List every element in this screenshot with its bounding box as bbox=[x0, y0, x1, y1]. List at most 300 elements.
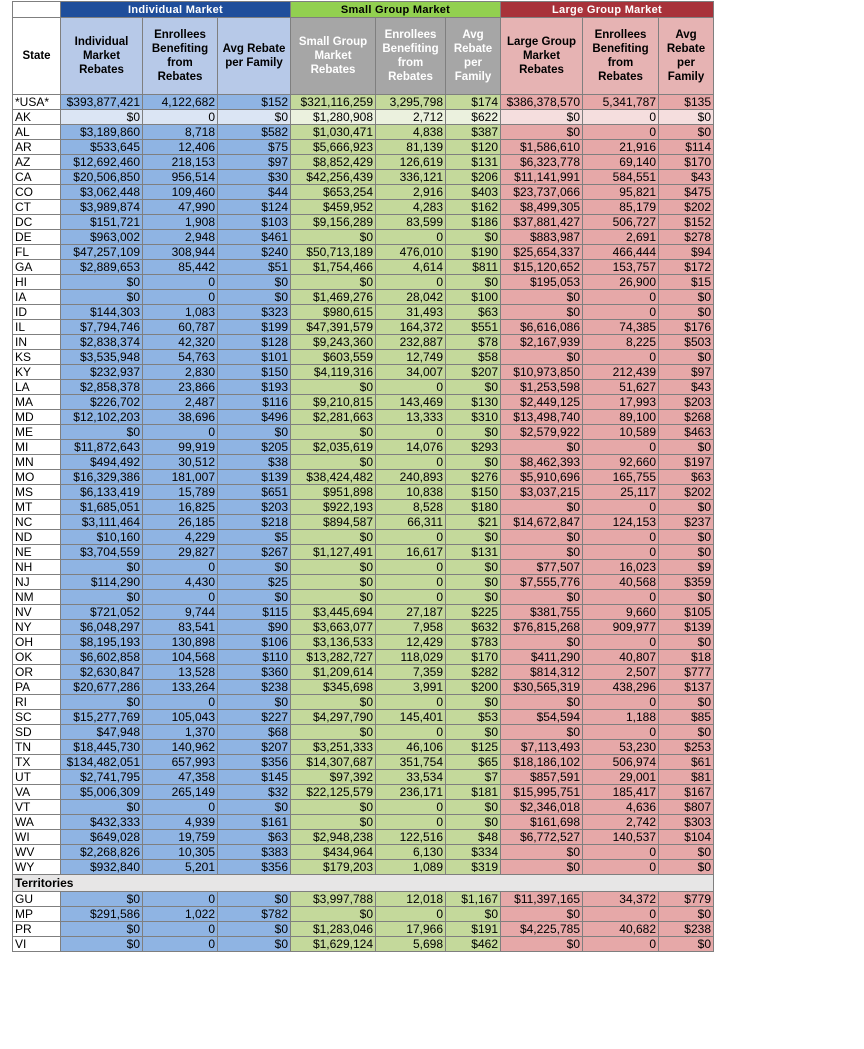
large-group-enrollees-cell: 140,537 bbox=[583, 830, 659, 845]
small-group-enrollees-cell: 4,614 bbox=[376, 260, 446, 275]
individual-enrollees-cell: 2,487 bbox=[143, 395, 218, 410]
state-cell: MO bbox=[13, 470, 61, 485]
large-group-avg-rebate-cell: $18 bbox=[659, 650, 714, 665]
table-row bbox=[13, 740, 714, 755]
small-group-avg-rebate-cell: $130 bbox=[446, 395, 501, 410]
individual-avg-rebate-cell: $128 bbox=[218, 335, 291, 350]
individual-avg-rebate-cell: $0 bbox=[218, 425, 291, 440]
state-cell: UT bbox=[13, 770, 61, 785]
large-group-rebates-cell: $2,579,922 bbox=[501, 425, 583, 440]
large-group-enrollees-cell: 21,916 bbox=[583, 140, 659, 155]
table-row bbox=[13, 860, 714, 875]
individual-rebates-cell: $2,741,795 bbox=[61, 770, 143, 785]
small-group-rebates-column-header: Small Group Market Rebates bbox=[291, 18, 376, 95]
large-group-rebates-cell: $77,507 bbox=[501, 560, 583, 575]
large-group-enrollees-cell: 0 bbox=[583, 907, 659, 922]
large-group-avg-rebate-cell: $0 bbox=[659, 290, 714, 305]
small-group-rebates-cell: $47,391,579 bbox=[291, 320, 376, 335]
small-group-rebates-cell: $9,243,360 bbox=[291, 335, 376, 350]
large-group-avg-rebate-cell: $0 bbox=[659, 590, 714, 605]
large-group-enrollees-cell: 2,507 bbox=[583, 665, 659, 680]
large-group-rebates-cell: $15,995,751 bbox=[501, 785, 583, 800]
individual-rebates-cell: $11,872,643 bbox=[61, 440, 143, 455]
large-group-avg-rebate-cell: $0 bbox=[659, 635, 714, 650]
large-group-enrollees-cell: 40,807 bbox=[583, 650, 659, 665]
state-cell: MS bbox=[13, 485, 61, 500]
large-group-avg-rebate-cell: $139 bbox=[659, 620, 714, 635]
large-group-enrollees-cell: 506,974 bbox=[583, 755, 659, 770]
small-group-enrollees-cell: 10,838 bbox=[376, 485, 446, 500]
individual-enrollees-cell: 0 bbox=[143, 937, 218, 952]
small-group-avg-rebate-cell: $207 bbox=[446, 365, 501, 380]
small-group-avg-rebate-cell: $276 bbox=[446, 470, 501, 485]
state-cell: HI bbox=[13, 275, 61, 290]
small-group-enrollees-cell: 6,130 bbox=[376, 845, 446, 860]
small-group-enrollees-cell: 3,295,798 bbox=[376, 95, 446, 110]
small-group-rebates-cell: $0 bbox=[291, 725, 376, 740]
individual-avg-rebate-cell: $5 bbox=[218, 530, 291, 545]
large-group-enrollees-cell: 0 bbox=[583, 305, 659, 320]
small-group-market-group-header: Small Group Market bbox=[291, 2, 501, 18]
table-row bbox=[13, 892, 714, 907]
large-group-avg-rebate-cell: $203 bbox=[659, 395, 714, 410]
individual-rebates-cell: $533,645 bbox=[61, 140, 143, 155]
large-group-enrollees-cell: 4,636 bbox=[583, 800, 659, 815]
individual-avg-rebate-cell: $0 bbox=[218, 695, 291, 710]
small-group-avg-rebate-cell: $180 bbox=[446, 500, 501, 515]
small-group-enrollees-cell: 12,429 bbox=[376, 635, 446, 650]
table-row bbox=[13, 290, 714, 305]
small-group-avg-rebate-cell: $0 bbox=[446, 560, 501, 575]
individual-enrollees-cell: 26,185 bbox=[143, 515, 218, 530]
individual-enrollees-cell: 47,990 bbox=[143, 200, 218, 215]
state-cell: GU bbox=[13, 892, 61, 907]
small-group-enrollees-cell: 17,966 bbox=[376, 922, 446, 937]
large-group-avg-rebate-cell: $137 bbox=[659, 680, 714, 695]
large-group-avg-rebate-cell: $0 bbox=[659, 350, 714, 365]
state-cell: MN bbox=[13, 455, 61, 470]
individual-enrollees-cell: 2,948 bbox=[143, 230, 218, 245]
small-group-avg-rebate-cell: $191 bbox=[446, 922, 501, 937]
table-row bbox=[13, 937, 714, 952]
small-group-enrollees-cell: 13,333 bbox=[376, 410, 446, 425]
large-group-enrollees-cell: 0 bbox=[583, 845, 659, 860]
individual-rebates-cell: $12,692,460 bbox=[61, 155, 143, 170]
individual-avg-rebate-cell: $199 bbox=[218, 320, 291, 335]
small-group-avg-rebate-cell: $65 bbox=[446, 755, 501, 770]
small-group-rebates-cell: $179,203 bbox=[291, 860, 376, 875]
small-group-enrollees-cell: 3,991 bbox=[376, 680, 446, 695]
individual-avg-rebate-cell: $267 bbox=[218, 545, 291, 560]
individual-rebates-cell: $0 bbox=[61, 892, 143, 907]
individual-enrollees-cell: 99,919 bbox=[143, 440, 218, 455]
small-group-rebates-cell: $3,445,694 bbox=[291, 605, 376, 620]
large-group-avg-rebate-cell: $197 bbox=[659, 455, 714, 470]
state-cell: NY bbox=[13, 620, 61, 635]
small-group-avg-rebate-cell: $0 bbox=[446, 455, 501, 470]
individual-rebates-cell: $0 bbox=[61, 290, 143, 305]
individual-avg-rebate-cell: $115 bbox=[218, 605, 291, 620]
large-group-rebates-cell: $1,586,610 bbox=[501, 140, 583, 155]
individual-rebates-cell: $12,102,203 bbox=[61, 410, 143, 425]
individual-enrollees-cell: 15,789 bbox=[143, 485, 218, 500]
large-group-avg-rebate-cell: $0 bbox=[659, 440, 714, 455]
small-group-avg-rebate-cell: $174 bbox=[446, 95, 501, 110]
individual-enrollees-cell: 657,993 bbox=[143, 755, 218, 770]
small-group-rebates-cell: $1,030,471 bbox=[291, 125, 376, 140]
individual-rebates-cell: $2,889,653 bbox=[61, 260, 143, 275]
individual-enrollees-cell: 23,866 bbox=[143, 380, 218, 395]
large-group-rebates-cell: $381,755 bbox=[501, 605, 583, 620]
small-group-rebates-cell: $0 bbox=[291, 230, 376, 245]
individual-enrollees-cell: 109,460 bbox=[143, 185, 218, 200]
table-row bbox=[13, 710, 714, 725]
state-cell: WI bbox=[13, 830, 61, 845]
small-group-rebates-cell: $3,663,077 bbox=[291, 620, 376, 635]
small-group-rebates-cell: $1,629,124 bbox=[291, 937, 376, 952]
individual-enrollees-cell: 4,939 bbox=[143, 815, 218, 830]
state-cell: ID bbox=[13, 305, 61, 320]
large-group-avg-rebate-cell: $85 bbox=[659, 710, 714, 725]
small-group-enrollees-cell: 336,121 bbox=[376, 170, 446, 185]
small-group-avg-rebate-cell: $78 bbox=[446, 335, 501, 350]
small-group-rebates-cell: $0 bbox=[291, 380, 376, 395]
large-group-enrollees-cell: 909,977 bbox=[583, 620, 659, 635]
small-group-rebates-cell: $2,948,238 bbox=[291, 830, 376, 845]
large-group-rebates-cell: $0 bbox=[501, 590, 583, 605]
individual-rebates-cell: $10,160 bbox=[61, 530, 143, 545]
small-group-enrollees-cell: 1,089 bbox=[376, 860, 446, 875]
market-group-header-row bbox=[13, 2, 714, 18]
small-group-rebates-cell: $0 bbox=[291, 275, 376, 290]
small-group-avg-rebate-cell: $310 bbox=[446, 410, 501, 425]
individual-avg-rebate-cell: $582 bbox=[218, 125, 291, 140]
small-group-enrollees-cell: 0 bbox=[376, 590, 446, 605]
small-group-avg-rebate-cell: $53 bbox=[446, 710, 501, 725]
large-group-rebates-cell: $0 bbox=[501, 937, 583, 952]
individual-rebates-cell: $721,052 bbox=[61, 605, 143, 620]
individual-avg-rebate-cell: $90 bbox=[218, 620, 291, 635]
state-cell: NJ bbox=[13, 575, 61, 590]
large-group-rebates-cell: $0 bbox=[501, 635, 583, 650]
small-group-enrollees-cell: 12,018 bbox=[376, 892, 446, 907]
large-group-avg-rebate-cell: $268 bbox=[659, 410, 714, 425]
small-group-rebates-cell: $5,666,923 bbox=[291, 140, 376, 155]
large-group-rebates-cell: $8,462,393 bbox=[501, 455, 583, 470]
individual-enrollees-column-header: Enrollees Benefiting from Rebates bbox=[143, 18, 218, 95]
small-group-enrollees-cell: 0 bbox=[376, 230, 446, 245]
large-group-avg-rebate-cell: $0 bbox=[659, 125, 714, 140]
small-group-avg-rebate-cell: $1,167 bbox=[446, 892, 501, 907]
small-group-rebates-cell: $0 bbox=[291, 695, 376, 710]
individual-avg-rebate-cell: $103 bbox=[218, 215, 291, 230]
individual-avg-rebate-cell: $203 bbox=[218, 500, 291, 515]
large-group-avg-rebate-cell: $0 bbox=[659, 530, 714, 545]
individual-rebates-cell: $3,989,874 bbox=[61, 200, 143, 215]
state-cell: NM bbox=[13, 590, 61, 605]
large-group-avg-rebate-cell: $0 bbox=[659, 845, 714, 860]
state-cell: OH bbox=[13, 635, 61, 650]
individual-avg-rebate-cell: $97 bbox=[218, 155, 291, 170]
large-group-enrollees-cell: 153,757 bbox=[583, 260, 659, 275]
individual-rebates-cell: $5,006,309 bbox=[61, 785, 143, 800]
small-group-enrollees-cell: 2,712 bbox=[376, 110, 446, 125]
table-row bbox=[13, 185, 714, 200]
large-group-enrollees-cell: 0 bbox=[583, 860, 659, 875]
large-group-rebates-cell: $14,672,847 bbox=[501, 515, 583, 530]
large-group-enrollees-cell: 34,372 bbox=[583, 892, 659, 907]
large-group-enrollees-cell: 0 bbox=[583, 695, 659, 710]
small-group-avg-rebate-cell: $282 bbox=[446, 665, 501, 680]
large-group-rebates-cell: $0 bbox=[501, 500, 583, 515]
state-cell: TN bbox=[13, 740, 61, 755]
individual-avg-rebate-cell: $356 bbox=[218, 860, 291, 875]
individual-enrollees-cell: 1,908 bbox=[143, 215, 218, 230]
large-group-rebates-cell: $3,037,215 bbox=[501, 485, 583, 500]
large-group-avg-rebate-cell: $0 bbox=[659, 907, 714, 922]
large-group-enrollees-cell: 26,900 bbox=[583, 275, 659, 290]
large-group-rebates-cell: $0 bbox=[501, 545, 583, 560]
large-group-enrollees-cell: 0 bbox=[583, 725, 659, 740]
table-row bbox=[13, 440, 714, 455]
small-group-rebates-cell: $2,035,619 bbox=[291, 440, 376, 455]
small-group-enrollees-cell: 143,469 bbox=[376, 395, 446, 410]
individual-avg-rebate-cell: $383 bbox=[218, 845, 291, 860]
table-row bbox=[13, 575, 714, 590]
small-group-rebates-cell: $50,713,189 bbox=[291, 245, 376, 260]
large-group-avg-rebate-cell: $63 bbox=[659, 470, 714, 485]
large-group-enrollees-cell: 69,140 bbox=[583, 155, 659, 170]
individual-rebates-cell: $1,685,051 bbox=[61, 500, 143, 515]
state-cell: SC bbox=[13, 710, 61, 725]
small-group-avg-rebate-cell: $200 bbox=[446, 680, 501, 695]
large-group-avg-rebate-cell: $104 bbox=[659, 830, 714, 845]
individual-enrollees-cell: 0 bbox=[143, 590, 218, 605]
table-row bbox=[13, 200, 714, 215]
individual-rebates-cell: $16,329,386 bbox=[61, 470, 143, 485]
table-row bbox=[13, 620, 714, 635]
individual-avg-rebate-column-header: Avg Rebate per Family bbox=[218, 18, 291, 95]
table-row bbox=[13, 515, 714, 530]
table-row bbox=[13, 815, 714, 830]
individual-rebates-cell: $393,877,421 bbox=[61, 95, 143, 110]
state-cell: IA bbox=[13, 290, 61, 305]
individual-rebates-cell: $2,858,378 bbox=[61, 380, 143, 395]
small-group-avg-rebate-cell: $7 bbox=[446, 770, 501, 785]
large-group-rebates-cell: $8,499,305 bbox=[501, 200, 583, 215]
large-group-avg-rebate-cell: $0 bbox=[659, 110, 714, 125]
large-group-rebates-cell: $6,616,086 bbox=[501, 320, 583, 335]
large-group-avg-rebate-cell: $0 bbox=[659, 937, 714, 952]
individual-enrollees-cell: 956,514 bbox=[143, 170, 218, 185]
individual-enrollees-cell: 0 bbox=[143, 275, 218, 290]
individual-rebates-column-header: Individual Market Rebates bbox=[61, 18, 143, 95]
state-cell: WA bbox=[13, 815, 61, 830]
individual-rebates-cell: $494,492 bbox=[61, 455, 143, 470]
individual-enrollees-cell: 5,201 bbox=[143, 860, 218, 875]
state-cell: FL bbox=[13, 245, 61, 260]
table-row bbox=[13, 305, 714, 320]
individual-avg-rebate-cell: $150 bbox=[218, 365, 291, 380]
individual-enrollees-cell: 47,358 bbox=[143, 770, 218, 785]
small-group-avg-rebate-cell: $811 bbox=[446, 260, 501, 275]
large-group-avg-rebate-cell: $253 bbox=[659, 740, 714, 755]
large-group-rebates-cell: $13,498,740 bbox=[501, 410, 583, 425]
table-row bbox=[13, 830, 714, 845]
state-cell: DC bbox=[13, 215, 61, 230]
individual-avg-rebate-cell: $110 bbox=[218, 650, 291, 665]
state-cell: MA bbox=[13, 395, 61, 410]
individual-enrollees-cell: 181,007 bbox=[143, 470, 218, 485]
small-group-rebates-cell: $0 bbox=[291, 530, 376, 545]
small-group-avg-rebate-cell: $181 bbox=[446, 785, 501, 800]
small-group-avg-rebate-cell: $0 bbox=[446, 275, 501, 290]
large-group-enrollees-cell: 29,001 bbox=[583, 770, 659, 785]
large-group-rebates-cell: $1,253,598 bbox=[501, 380, 583, 395]
individual-enrollees-cell: 2,830 bbox=[143, 365, 218, 380]
individual-rebates-cell: $47,257,109 bbox=[61, 245, 143, 260]
large-group-rebates-cell: $161,698 bbox=[501, 815, 583, 830]
individual-rebates-cell: $0 bbox=[61, 937, 143, 952]
large-group-enrollees-cell: 506,727 bbox=[583, 215, 659, 230]
small-group-rebates-cell: $14,307,687 bbox=[291, 755, 376, 770]
individual-rebates-cell: $20,506,850 bbox=[61, 170, 143, 185]
small-group-rebates-cell: $9,210,815 bbox=[291, 395, 376, 410]
state-cell: RI bbox=[13, 695, 61, 710]
individual-rebates-cell: $3,062,448 bbox=[61, 185, 143, 200]
state-cell: WY bbox=[13, 860, 61, 875]
large-group-enrollees-cell: 0 bbox=[583, 440, 659, 455]
small-group-enrollees-cell: 0 bbox=[376, 560, 446, 575]
large-group-avg-rebate-cell: $0 bbox=[659, 305, 714, 320]
rebates-table bbox=[12, 1, 714, 952]
large-group-avg-rebate-cell: $503 bbox=[659, 335, 714, 350]
individual-avg-rebate-cell: $0 bbox=[218, 922, 291, 937]
large-group-market-group-header: Large Group Market bbox=[501, 2, 714, 18]
large-group-enrollees-cell: 124,153 bbox=[583, 515, 659, 530]
individual-avg-rebate-cell: $30 bbox=[218, 170, 291, 185]
small-group-enrollees-cell: 118,029 bbox=[376, 650, 446, 665]
large-group-enrollees-cell: 95,821 bbox=[583, 185, 659, 200]
small-group-avg-rebate-cell: $48 bbox=[446, 830, 501, 845]
small-group-enrollees-cell: 34,007 bbox=[376, 365, 446, 380]
small-group-rebates-cell: $9,156,289 bbox=[291, 215, 376, 230]
individual-enrollees-cell: 4,430 bbox=[143, 575, 218, 590]
territories-body bbox=[13, 875, 714, 952]
individual-enrollees-cell: 60,787 bbox=[143, 320, 218, 335]
large-group-enrollees-cell: 8,225 bbox=[583, 335, 659, 350]
individual-avg-rebate-cell: $0 bbox=[218, 892, 291, 907]
small-group-enrollees-cell: 31,493 bbox=[376, 305, 446, 320]
state-cell: VT bbox=[13, 800, 61, 815]
table-row bbox=[13, 110, 714, 125]
individual-avg-rebate-cell: $218 bbox=[218, 515, 291, 530]
small-group-avg-rebate-cell: $0 bbox=[446, 530, 501, 545]
table-row bbox=[13, 605, 714, 620]
individual-avg-rebate-cell: $205 bbox=[218, 440, 291, 455]
large-group-avg-rebate-cell: $43 bbox=[659, 380, 714, 395]
small-group-rebates-cell: $97,392 bbox=[291, 770, 376, 785]
large-group-rebates-cell: $15,120,652 bbox=[501, 260, 583, 275]
small-group-enrollees-cell: 0 bbox=[376, 530, 446, 545]
state-cell: NH bbox=[13, 560, 61, 575]
state-cell: MP bbox=[13, 907, 61, 922]
individual-enrollees-cell: 12,406 bbox=[143, 140, 218, 155]
large-group-rebates-cell: $411,290 bbox=[501, 650, 583, 665]
large-group-rebates-cell: $18,186,102 bbox=[501, 755, 583, 770]
individual-avg-rebate-cell: $0 bbox=[218, 275, 291, 290]
individual-avg-rebate-cell: $75 bbox=[218, 140, 291, 155]
large-group-rebates-cell: $6,772,527 bbox=[501, 830, 583, 845]
large-group-rebates-cell: $0 bbox=[501, 695, 583, 710]
state-cell: SD bbox=[13, 725, 61, 740]
table-row bbox=[13, 907, 714, 922]
large-group-avg-rebate-cell: $135 bbox=[659, 95, 714, 110]
individual-enrollees-cell: 0 bbox=[143, 110, 218, 125]
large-group-avg-rebate-cell: $359 bbox=[659, 575, 714, 590]
individual-rebates-cell: $0 bbox=[61, 560, 143, 575]
table-row bbox=[13, 695, 714, 710]
individual-rebates-cell: $2,838,374 bbox=[61, 335, 143, 350]
small-group-rebates-cell: $0 bbox=[291, 800, 376, 815]
small-group-rebates-cell: $0 bbox=[291, 425, 376, 440]
small-group-avg-rebate-cell: $293 bbox=[446, 440, 501, 455]
individual-enrollees-cell: 265,149 bbox=[143, 785, 218, 800]
small-group-rebates-cell: $653,254 bbox=[291, 185, 376, 200]
large-group-avg-rebate-cell: $475 bbox=[659, 185, 714, 200]
small-group-avg-rebate-cell: $403 bbox=[446, 185, 501, 200]
small-group-enrollees-cell: 7,958 bbox=[376, 620, 446, 635]
large-group-rebates-cell: $5,910,696 bbox=[501, 470, 583, 485]
individual-rebates-cell: $6,048,297 bbox=[61, 620, 143, 635]
individual-enrollees-cell: 105,043 bbox=[143, 710, 218, 725]
large-group-avg-rebate-cell: $238 bbox=[659, 922, 714, 937]
individual-market-group-header: Individual Market bbox=[61, 2, 291, 18]
individual-enrollees-cell: 308,944 bbox=[143, 245, 218, 260]
individual-enrollees-cell: 0 bbox=[143, 892, 218, 907]
large-group-rebates-column-header: Large Group Market Rebates bbox=[501, 18, 583, 95]
small-group-rebates-cell: $0 bbox=[291, 815, 376, 830]
small-group-enrollees-cell: 0 bbox=[376, 725, 446, 740]
large-group-rebates-cell: $0 bbox=[501, 440, 583, 455]
state-cell: KY bbox=[13, 365, 61, 380]
individual-enrollees-cell: 104,568 bbox=[143, 650, 218, 665]
table-row bbox=[13, 335, 714, 350]
large-group-avg-rebate-cell: $278 bbox=[659, 230, 714, 245]
table-row bbox=[13, 140, 714, 155]
table-row bbox=[13, 410, 714, 425]
individual-avg-rebate-cell: $227 bbox=[218, 710, 291, 725]
large-group-enrollees-column-header: Enrollees Benefiting from Rebates bbox=[583, 18, 659, 95]
individual-enrollees-cell: 0 bbox=[143, 560, 218, 575]
large-group-avg-rebate-cell: $202 bbox=[659, 485, 714, 500]
large-group-enrollees-cell: 85,179 bbox=[583, 200, 659, 215]
large-group-enrollees-cell: 466,444 bbox=[583, 245, 659, 260]
individual-rebates-cell: $6,133,419 bbox=[61, 485, 143, 500]
individual-rebates-cell: $2,268,826 bbox=[61, 845, 143, 860]
small-group-avg-rebate-cell: $186 bbox=[446, 215, 501, 230]
small-group-avg-rebate-cell: $334 bbox=[446, 845, 501, 860]
small-group-rebates-cell: $321,116,259 bbox=[291, 95, 376, 110]
large-group-rebates-cell: $11,141,991 bbox=[501, 170, 583, 185]
small-group-rebates-cell: $0 bbox=[291, 590, 376, 605]
small-group-avg-rebate-cell: $63 bbox=[446, 305, 501, 320]
small-group-avg-rebate-cell: $622 bbox=[446, 110, 501, 125]
large-group-rebates-cell: $0 bbox=[501, 530, 583, 545]
large-group-avg-rebate-cell: $237 bbox=[659, 515, 714, 530]
individual-avg-rebate-cell: $193 bbox=[218, 380, 291, 395]
individual-rebates-cell: $226,702 bbox=[61, 395, 143, 410]
